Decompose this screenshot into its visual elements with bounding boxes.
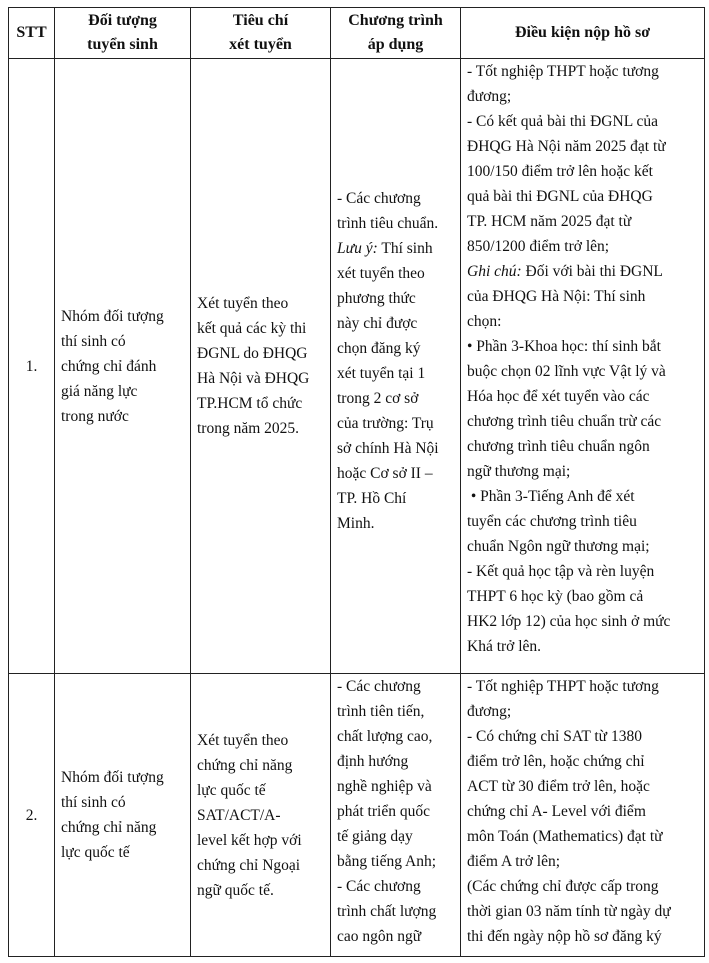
note-label: Ghi chú: [467, 263, 522, 280]
text-line: xét tuyển theo [337, 265, 425, 282]
text-line: • Phần 3-Tiếng Anh để xét [467, 488, 635, 505]
text-line: 100/150 điểm trở lên hoặc kết [467, 163, 653, 180]
note-first: Thí sinh [377, 240, 433, 257]
text-line: chương trình tiêu chuẩn ngôn [467, 438, 650, 455]
text-line: chọn đăng ký [337, 340, 421, 357]
row1-stt: 1. [9, 59, 55, 674]
text-line: - Các chương [337, 878, 421, 895]
text-line: TP. Hồ Chí [337, 490, 407, 507]
text-line: điểm trở lên, hoặc chứng chỉ [467, 753, 645, 770]
text-line: kết quả các kỳ thi [197, 320, 307, 337]
text-line: thí sinh có [61, 332, 126, 350]
text-line: trình tiêu chuẩn. [337, 215, 439, 232]
text-line: TP. HCM năm 2025 đạt từ [467, 213, 632, 230]
row1-program-note [337, 236, 454, 261]
text-line: ACT từ 30 điểm trở lên, hoặc [467, 778, 650, 795]
text-line: buộc chọn 02 lĩnh vực Vật lý và [467, 363, 666, 380]
row1-program-lines [337, 186, 454, 236]
text-line: của trường: Trụ [337, 415, 434, 432]
text-line: trình tiên tiến, [337, 703, 425, 720]
text-line: Xét tuyển theo [197, 731, 289, 749]
text-line: - Tốt nghiệp THPT hoặc tương [467, 678, 659, 695]
text-line: • Phần 3-Khoa học: thí sinh bắt [467, 338, 661, 355]
text-line: thí sinh có [61, 794, 126, 811]
text-line: giá năng lực [61, 382, 138, 400]
text-line: Nhóm đối tượng [61, 307, 164, 325]
text-line: - Các chương [337, 190, 421, 207]
header-target-line2: tuyển sinh [87, 36, 158, 53]
text-line: thi đến ngày nộp hồ sơ đăng ký [467, 928, 662, 945]
header-stt-label: STT [16, 24, 47, 41]
text-line: lực quốc tế [197, 781, 266, 799]
text-line: nghề nghiệp và [337, 778, 432, 795]
text-line: Hà Nội và ĐHQG [197, 370, 310, 387]
text-line: - Kết quả học tập và rèn luyện [467, 563, 655, 580]
text-line: Minh. [337, 515, 375, 532]
text-line: sở chính Hà Nội [337, 440, 439, 457]
row2-stt: 2. [9, 674, 55, 957]
text-line: cao ngôn ngữ [337, 928, 422, 945]
text-line: của ĐHQG Hà Nội: Thí sinh [467, 288, 646, 305]
text-line: phương thức [337, 290, 416, 307]
text-line: chứng chỉ đánh [61, 357, 157, 375]
text-line: đương; [467, 88, 512, 105]
text-line: chứng chỉ Ngoại [197, 856, 301, 874]
row1-conditions-b [467, 284, 698, 659]
text-line: thời gian 03 năm tính từ ngày dự [467, 903, 671, 920]
row2-conditions [461, 674, 705, 957]
text-line: ĐGNL do ĐHQG [197, 345, 308, 362]
text-line: tế giảng dạy [337, 828, 413, 845]
text-line: đương; [467, 703, 512, 720]
header-target [55, 8, 191, 59]
text-line: trình chất lượng [337, 903, 437, 920]
table-row [9, 674, 705, 957]
text-line: chương trình tiêu chuẩn trừ các [467, 413, 662, 430]
note-label: Lưu ý: [337, 240, 378, 257]
admission-table [8, 7, 705, 957]
text-line: Khá trở lên. [467, 638, 542, 655]
text-line: level kết hợp với [197, 831, 302, 849]
row1-criteria [191, 59, 331, 674]
text-line: này chỉ được [337, 315, 418, 332]
header-criteria-line2: xét tuyển [229, 36, 292, 53]
row1-conditions-a [467, 59, 698, 259]
header-program [331, 8, 461, 59]
text-line: THPT 6 học kỳ (bao gồm cả [467, 588, 644, 605]
text-line: chất lượng cao, [337, 728, 433, 745]
text-line: xét tuyển tại 1 [337, 365, 426, 382]
header-conditions [461, 8, 705, 59]
text-line: - Có kết quả bài thi ĐGNL của [467, 113, 658, 130]
text-line: Xét tuyển theo [197, 295, 289, 312]
header-row [9, 8, 705, 59]
header-program-line1: Chương trình [348, 12, 443, 29]
text-line: quả bài thi ĐGNL của ĐHQG [467, 188, 653, 205]
text-line: điểm A trở lên; [467, 853, 561, 870]
text-line: trong năm 2025. [197, 420, 300, 437]
text-line: ĐHQG Hà Nội năm 2025 đạt từ [467, 138, 666, 155]
text-line: hoặc Cơ sở II – [337, 465, 433, 482]
text-line: chứng chỉ năng [61, 819, 157, 836]
text-line: lực quốc tế [61, 844, 130, 861]
text-line: môn Toán (Mathematics) đạt từ [467, 828, 663, 845]
header-program-line2: áp dụng [367, 36, 424, 53]
text-line: - Các chương [337, 678, 421, 695]
row1-conditions-note [467, 259, 698, 284]
header-stt [9, 8, 55, 59]
text-line: (Các chứng chỉ được cấp trong [467, 878, 659, 895]
text-line: định hướng [337, 753, 409, 770]
text-line: tuyển các chương trình tiêu [467, 513, 637, 530]
row2-program [331, 674, 461, 957]
text-line: bằng tiếng Anh; [337, 853, 437, 870]
text-line: TP.HCM tổ chức [197, 395, 303, 412]
text-line: chuẩn Ngôn ngữ thương mại; [467, 538, 650, 555]
table-row [9, 59, 705, 674]
text-line: chứng chỉ A- Level với điểm [467, 803, 646, 820]
text-line: trong nước [61, 407, 129, 425]
row1-target [55, 59, 191, 674]
header-criteria-line1: Tiêu chí [232, 12, 289, 29]
row2-criteria [191, 674, 331, 957]
text-line: Nhóm đối tượng [61, 769, 164, 786]
note-first: Đối với bài thi ĐGNL [521, 263, 663, 280]
text-line: phát triển quốc [337, 803, 430, 820]
row2-target [55, 674, 191, 957]
text-line: chọn: [467, 313, 502, 330]
header-criteria [191, 8, 331, 59]
text-line: chứng chỉ năng [197, 756, 293, 774]
text-line: SAT/ACT/A- [197, 806, 281, 824]
row1-conditions [461, 59, 705, 674]
text-line: ngữ quốc tế. [197, 881, 274, 899]
text-line: Hóa học để xét tuyển vào các [467, 388, 650, 405]
header-conditions-label: Điều kiện nộp hồ sơ [514, 24, 651, 41]
text-line: 850/1200 điểm trở lên; [467, 238, 610, 255]
row1-program-note-lines [337, 261, 454, 536]
row1-program [331, 59, 461, 674]
text-line: trong 2 cơ sở [337, 390, 419, 407]
header-target-line1: Đối tượng [88, 12, 157, 29]
text-line: - Có chứng chỉ SAT từ 1380 [467, 728, 642, 745]
text-line: ngữ thương mại; [467, 463, 571, 480]
text-line: HK2 lớp 12) của học sinh ở mức [467, 613, 671, 630]
text-line: - Tốt nghiệp THPT hoặc tương [467, 63, 659, 80]
